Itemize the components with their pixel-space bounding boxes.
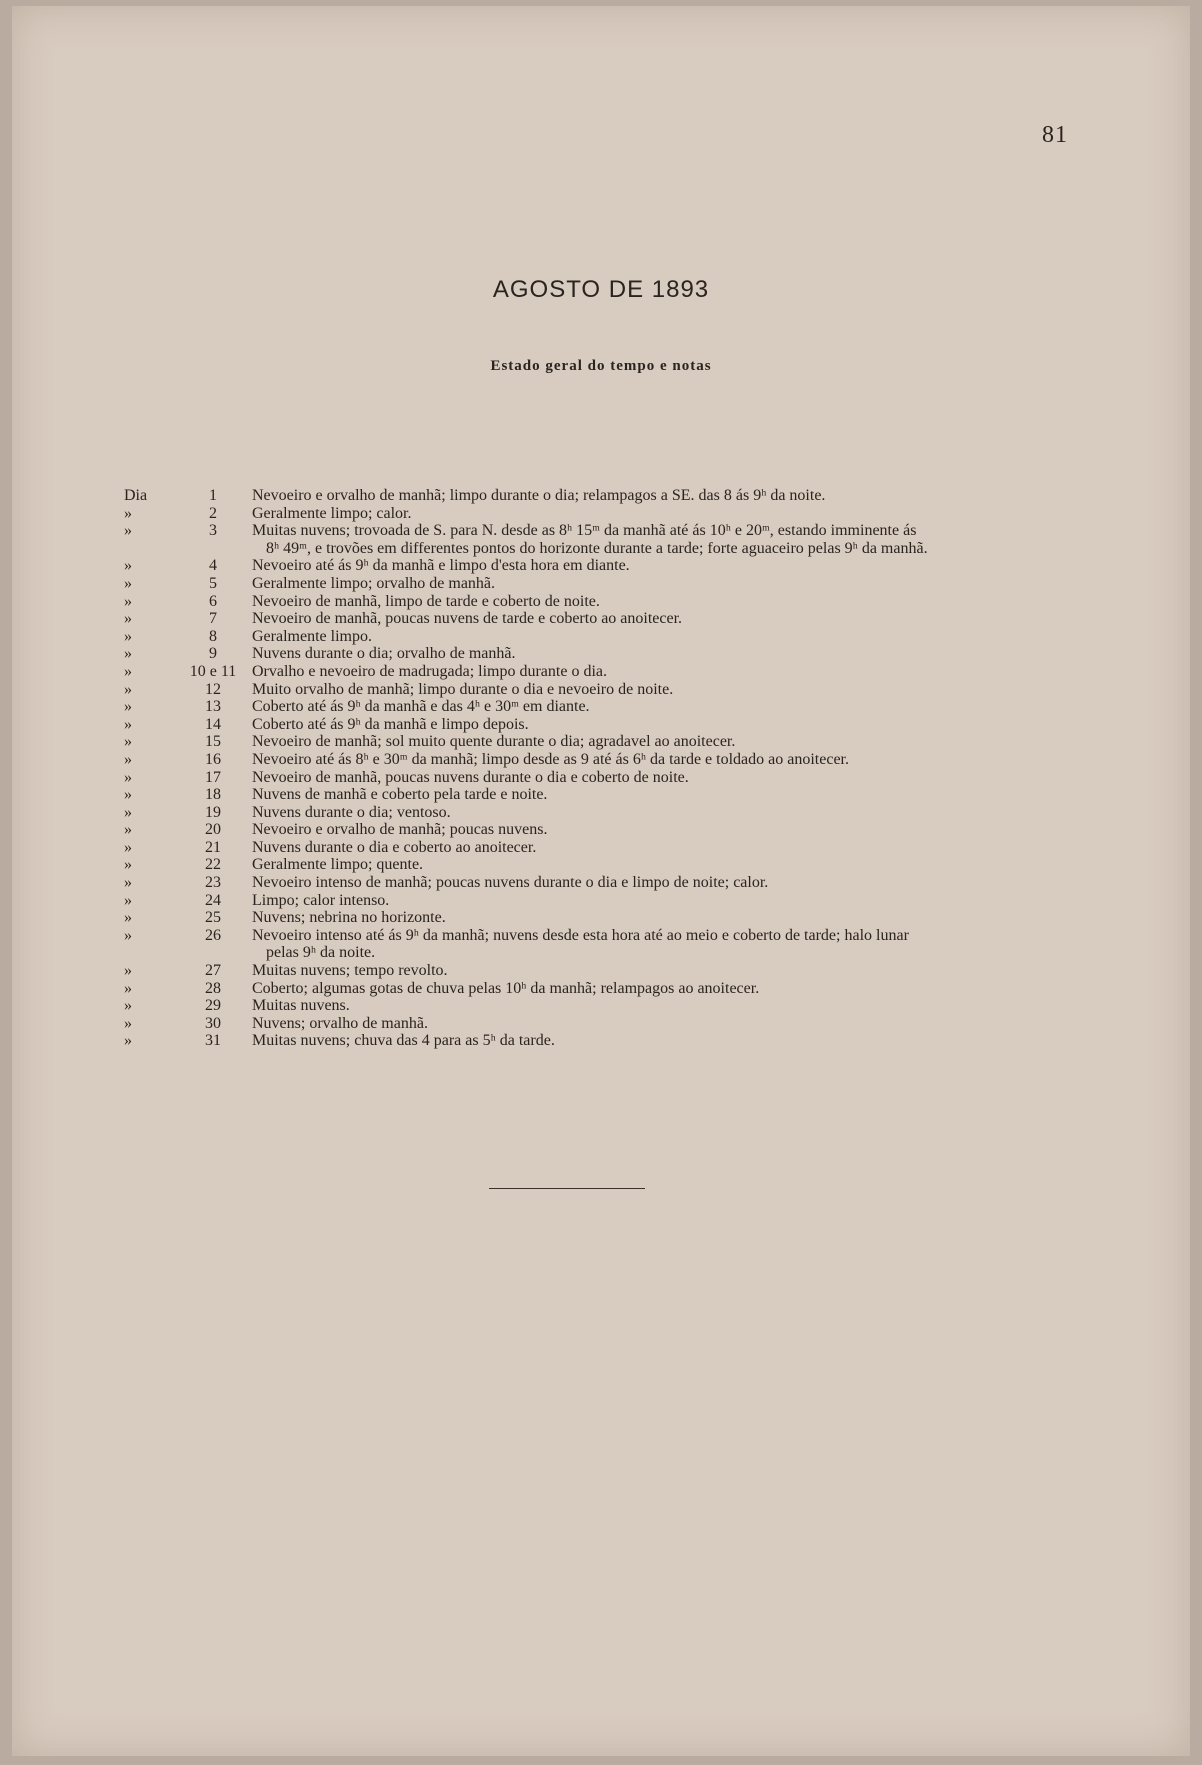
entry-note: Geralmente limpo; orvalho de manhã. bbox=[252, 574, 496, 592]
entry-note: Orvalho e nevoeiro de madrugada; limpo durante o dia. bbox=[252, 662, 607, 680]
entry-day: 15 bbox=[205, 733, 221, 751]
entry-label: » bbox=[124, 522, 132, 540]
entry-day: 6 bbox=[209, 592, 217, 610]
list-item bbox=[124, 751, 1084, 769]
list-item bbox=[124, 804, 1084, 822]
list-item bbox=[124, 856, 1084, 874]
entry-note: Muitas nuvens. bbox=[252, 997, 350, 1015]
entry-label: » bbox=[124, 574, 132, 592]
list-item bbox=[124, 927, 1084, 945]
entry-day: 23 bbox=[205, 874, 221, 892]
entry-label: » bbox=[124, 874, 132, 892]
entry-label: Dia bbox=[124, 487, 148, 504]
entry-note: Nevoeiro de manhã, poucas nuvens durante o dia e coberto de noite. bbox=[252, 768, 689, 786]
entry-label: » bbox=[124, 838, 132, 856]
entry-note: Muito orvalho de manhã; limpo durante o dia e nevoeiro de noite. bbox=[252, 680, 674, 698]
list-item bbox=[124, 892, 1084, 910]
list-item bbox=[124, 645, 1084, 663]
list-item bbox=[124, 944, 1084, 962]
list-item bbox=[124, 628, 1084, 646]
entry-day: 16 bbox=[205, 750, 221, 768]
entry-label: » bbox=[124, 909, 132, 927]
entry-note: Nevoeiro de manhã, poucas nuvens de tarde e coberto ao anoitecer. bbox=[252, 610, 683, 628]
entry-note: Nevoeiro até ás 9ʰ da manhã e limpo d'esta hora em diante. bbox=[252, 557, 630, 575]
list-item bbox=[124, 522, 1084, 540]
entry-day: 17 bbox=[205, 768, 221, 786]
entry-label: » bbox=[124, 1014, 132, 1032]
entry-label: » bbox=[124, 733, 132, 751]
entry-day: 7 bbox=[209, 610, 217, 628]
list-item bbox=[124, 557, 1084, 575]
entry-day: 19 bbox=[205, 803, 221, 821]
entry-label bbox=[124, 944, 174, 962]
entry-day: 3 bbox=[209, 522, 217, 540]
entry-note: Nuvens durante o dia; ventoso. bbox=[252, 803, 451, 821]
entry-label: » bbox=[124, 680, 132, 698]
entry-label: » bbox=[124, 856, 132, 874]
weather-notes-list bbox=[124, 487, 1084, 1050]
entry-label: » bbox=[124, 997, 132, 1015]
list-item bbox=[124, 874, 1084, 892]
entry-day: 21 bbox=[205, 838, 221, 856]
entry-note: Geralmente limpo. bbox=[252, 627, 372, 645]
entry-label: » bbox=[124, 698, 132, 716]
entry-note: Nevoeiro intenso de manhã; poucas nuvens durante o dia e limpo de noite; calor. bbox=[252, 874, 769, 892]
list-item bbox=[124, 698, 1084, 716]
list-item bbox=[124, 839, 1084, 857]
entry-note: Coberto até ás 9ʰ da manhã e limpo depois. bbox=[252, 715, 529, 733]
entry-note: Nevoeiro intenso até ás 9ʰ da manhã; nuvens desde esta hora até ao meio e coberto de tarde; halo lunar bbox=[252, 926, 909, 944]
entry-label: » bbox=[124, 926, 132, 944]
list-item bbox=[124, 997, 1084, 1015]
entry-label bbox=[124, 540, 174, 558]
entry-day: 5 bbox=[209, 574, 217, 592]
entry-label: » bbox=[124, 768, 132, 786]
list-item bbox=[124, 980, 1084, 998]
entry-label: » bbox=[124, 979, 132, 997]
entry-day: 8 bbox=[209, 627, 217, 645]
entry-label: » bbox=[124, 786, 132, 804]
entry-day: 30 bbox=[205, 1014, 221, 1032]
entry-label: » bbox=[124, 803, 132, 821]
list-item bbox=[124, 1015, 1084, 1033]
entry-label: » bbox=[124, 1032, 132, 1050]
list-item bbox=[124, 681, 1084, 699]
entry-day: 10 e 11 bbox=[189, 662, 237, 680]
list-item bbox=[124, 733, 1084, 751]
page-number: 81 bbox=[1042, 122, 1068, 148]
list-item bbox=[124, 487, 1084, 505]
list-item bbox=[124, 716, 1084, 734]
entry-label: » bbox=[124, 627, 132, 645]
entry-day: 25 bbox=[205, 909, 221, 927]
entry-note: 8ʰ 49ᵐ, e trovões em differentes pontos do horizonte durante a tarde; forte aguaceiro pelas 9ʰ da manhã. bbox=[266, 539, 928, 557]
entry-day: 26 bbox=[205, 926, 221, 944]
entry-note: Nuvens; nebrina no horizonte. bbox=[252, 909, 446, 927]
entry-note: Muitas nuvens; tempo revolto. bbox=[252, 962, 448, 980]
entry-note: Nevoeiro de manhã, limpo de tarde e coberto de noite. bbox=[252, 592, 600, 610]
entry-note: Geralmente limpo; quente. bbox=[252, 856, 424, 874]
entry-day: 4 bbox=[209, 557, 217, 575]
entry-day: 22 bbox=[205, 856, 221, 874]
entry-day bbox=[174, 540, 252, 558]
entry-label: » bbox=[124, 891, 132, 909]
entry-label: » bbox=[124, 962, 132, 980]
entry-note: Coberto; algumas gotas de chuva pelas 10ʰ da manhã; relampagos ao anoitecer. bbox=[252, 979, 760, 997]
entry-note: Muitas nuvens; trovoada de S. para N. desde as 8ʰ 15ᵐ da manhã até ás 10ʰ e 20ᵐ, estando imminente ás bbox=[252, 522, 917, 540]
page-title: AGOSTO DE 1893 bbox=[492, 276, 710, 303]
entry-note: Nevoeiro e orvalho de manhã; poucas nuvens. bbox=[252, 821, 548, 839]
entry-day: 9 bbox=[209, 645, 217, 663]
list-item bbox=[124, 821, 1084, 839]
list-item bbox=[124, 540, 1084, 558]
entry-day: 13 bbox=[205, 698, 221, 716]
list-item bbox=[124, 593, 1084, 611]
entry-note: Nevoeiro até ás 8ʰ e 30ᵐ da manhã; limpo desde as 9 até ás 6ʰ da tarde e toldado ao anoitecer. bbox=[252, 750, 849, 768]
entry-label: » bbox=[124, 592, 132, 610]
list-item bbox=[124, 786, 1084, 804]
list-item bbox=[124, 610, 1084, 628]
entry-note: Nevoeiro de manhã; sol muito quente durante o dia; agradavel ao anoitecer. bbox=[252, 733, 736, 751]
entry-note: Limpo; calor intenso. bbox=[252, 891, 390, 909]
entry-day: 27 bbox=[205, 962, 221, 980]
entry-label: » bbox=[124, 610, 132, 628]
entry-day bbox=[174, 944, 252, 962]
entry-note: Nuvens; orvalho de manhã. bbox=[252, 1014, 428, 1032]
entry-note: Coberto até ás 9ʰ da manhã e das 4ʰ e 30ᵐ em diante. bbox=[252, 698, 590, 716]
entry-day: 20 bbox=[205, 821, 221, 839]
list-item bbox=[124, 575, 1084, 593]
entry-note: Nuvens durante o dia e coberto ao anoitecer. bbox=[252, 838, 537, 856]
entry-label: » bbox=[124, 504, 132, 522]
list-item bbox=[124, 1032, 1084, 1050]
entry-label: » bbox=[124, 750, 132, 768]
list-item bbox=[124, 769, 1084, 787]
entry-day: 31 bbox=[205, 1032, 221, 1050]
entry-day: 2 bbox=[209, 504, 217, 522]
entry-label: » bbox=[124, 715, 132, 733]
list-item bbox=[124, 505, 1084, 523]
entry-note: Muitas nuvens; chuva das 4 para as 5ʰ da tarde. bbox=[252, 1032, 555, 1050]
entry-note: Nevoeiro e orvalho de manhã; limpo durante o dia; relampagos a SE. das 8 ás 9ʰ da noite. bbox=[252, 487, 826, 504]
entry-note: pelas 9ʰ da noite. bbox=[266, 944, 376, 962]
entry-day: 14 bbox=[205, 715, 221, 733]
entry-label: » bbox=[124, 645, 132, 663]
entry-label: » bbox=[124, 821, 132, 839]
closing-rule bbox=[489, 1188, 645, 1189]
page-sheet bbox=[12, 6, 1190, 1756]
entry-label: » bbox=[124, 662, 132, 680]
list-item bbox=[124, 909, 1084, 927]
entry-day: 18 bbox=[205, 786, 221, 804]
entry-day: 1 bbox=[209, 487, 217, 504]
list-item bbox=[124, 962, 1084, 980]
entry-day: 28 bbox=[205, 979, 221, 997]
entry-note: Nuvens de manhã e coberto pela tarde e noite. bbox=[252, 786, 548, 804]
page-subtitle: Estado geral do tempo e notas bbox=[490, 358, 712, 374]
entry-day: 29 bbox=[205, 997, 221, 1015]
entry-day: 12 bbox=[205, 680, 221, 698]
list-item bbox=[124, 663, 1084, 681]
entry-day: 24 bbox=[205, 891, 221, 909]
entry-note: Nuvens durante o dia; orvalho de manhã. bbox=[252, 645, 516, 663]
entry-note: Geralmente limpo; calor. bbox=[252, 504, 412, 522]
entry-label: » bbox=[124, 557, 132, 575]
